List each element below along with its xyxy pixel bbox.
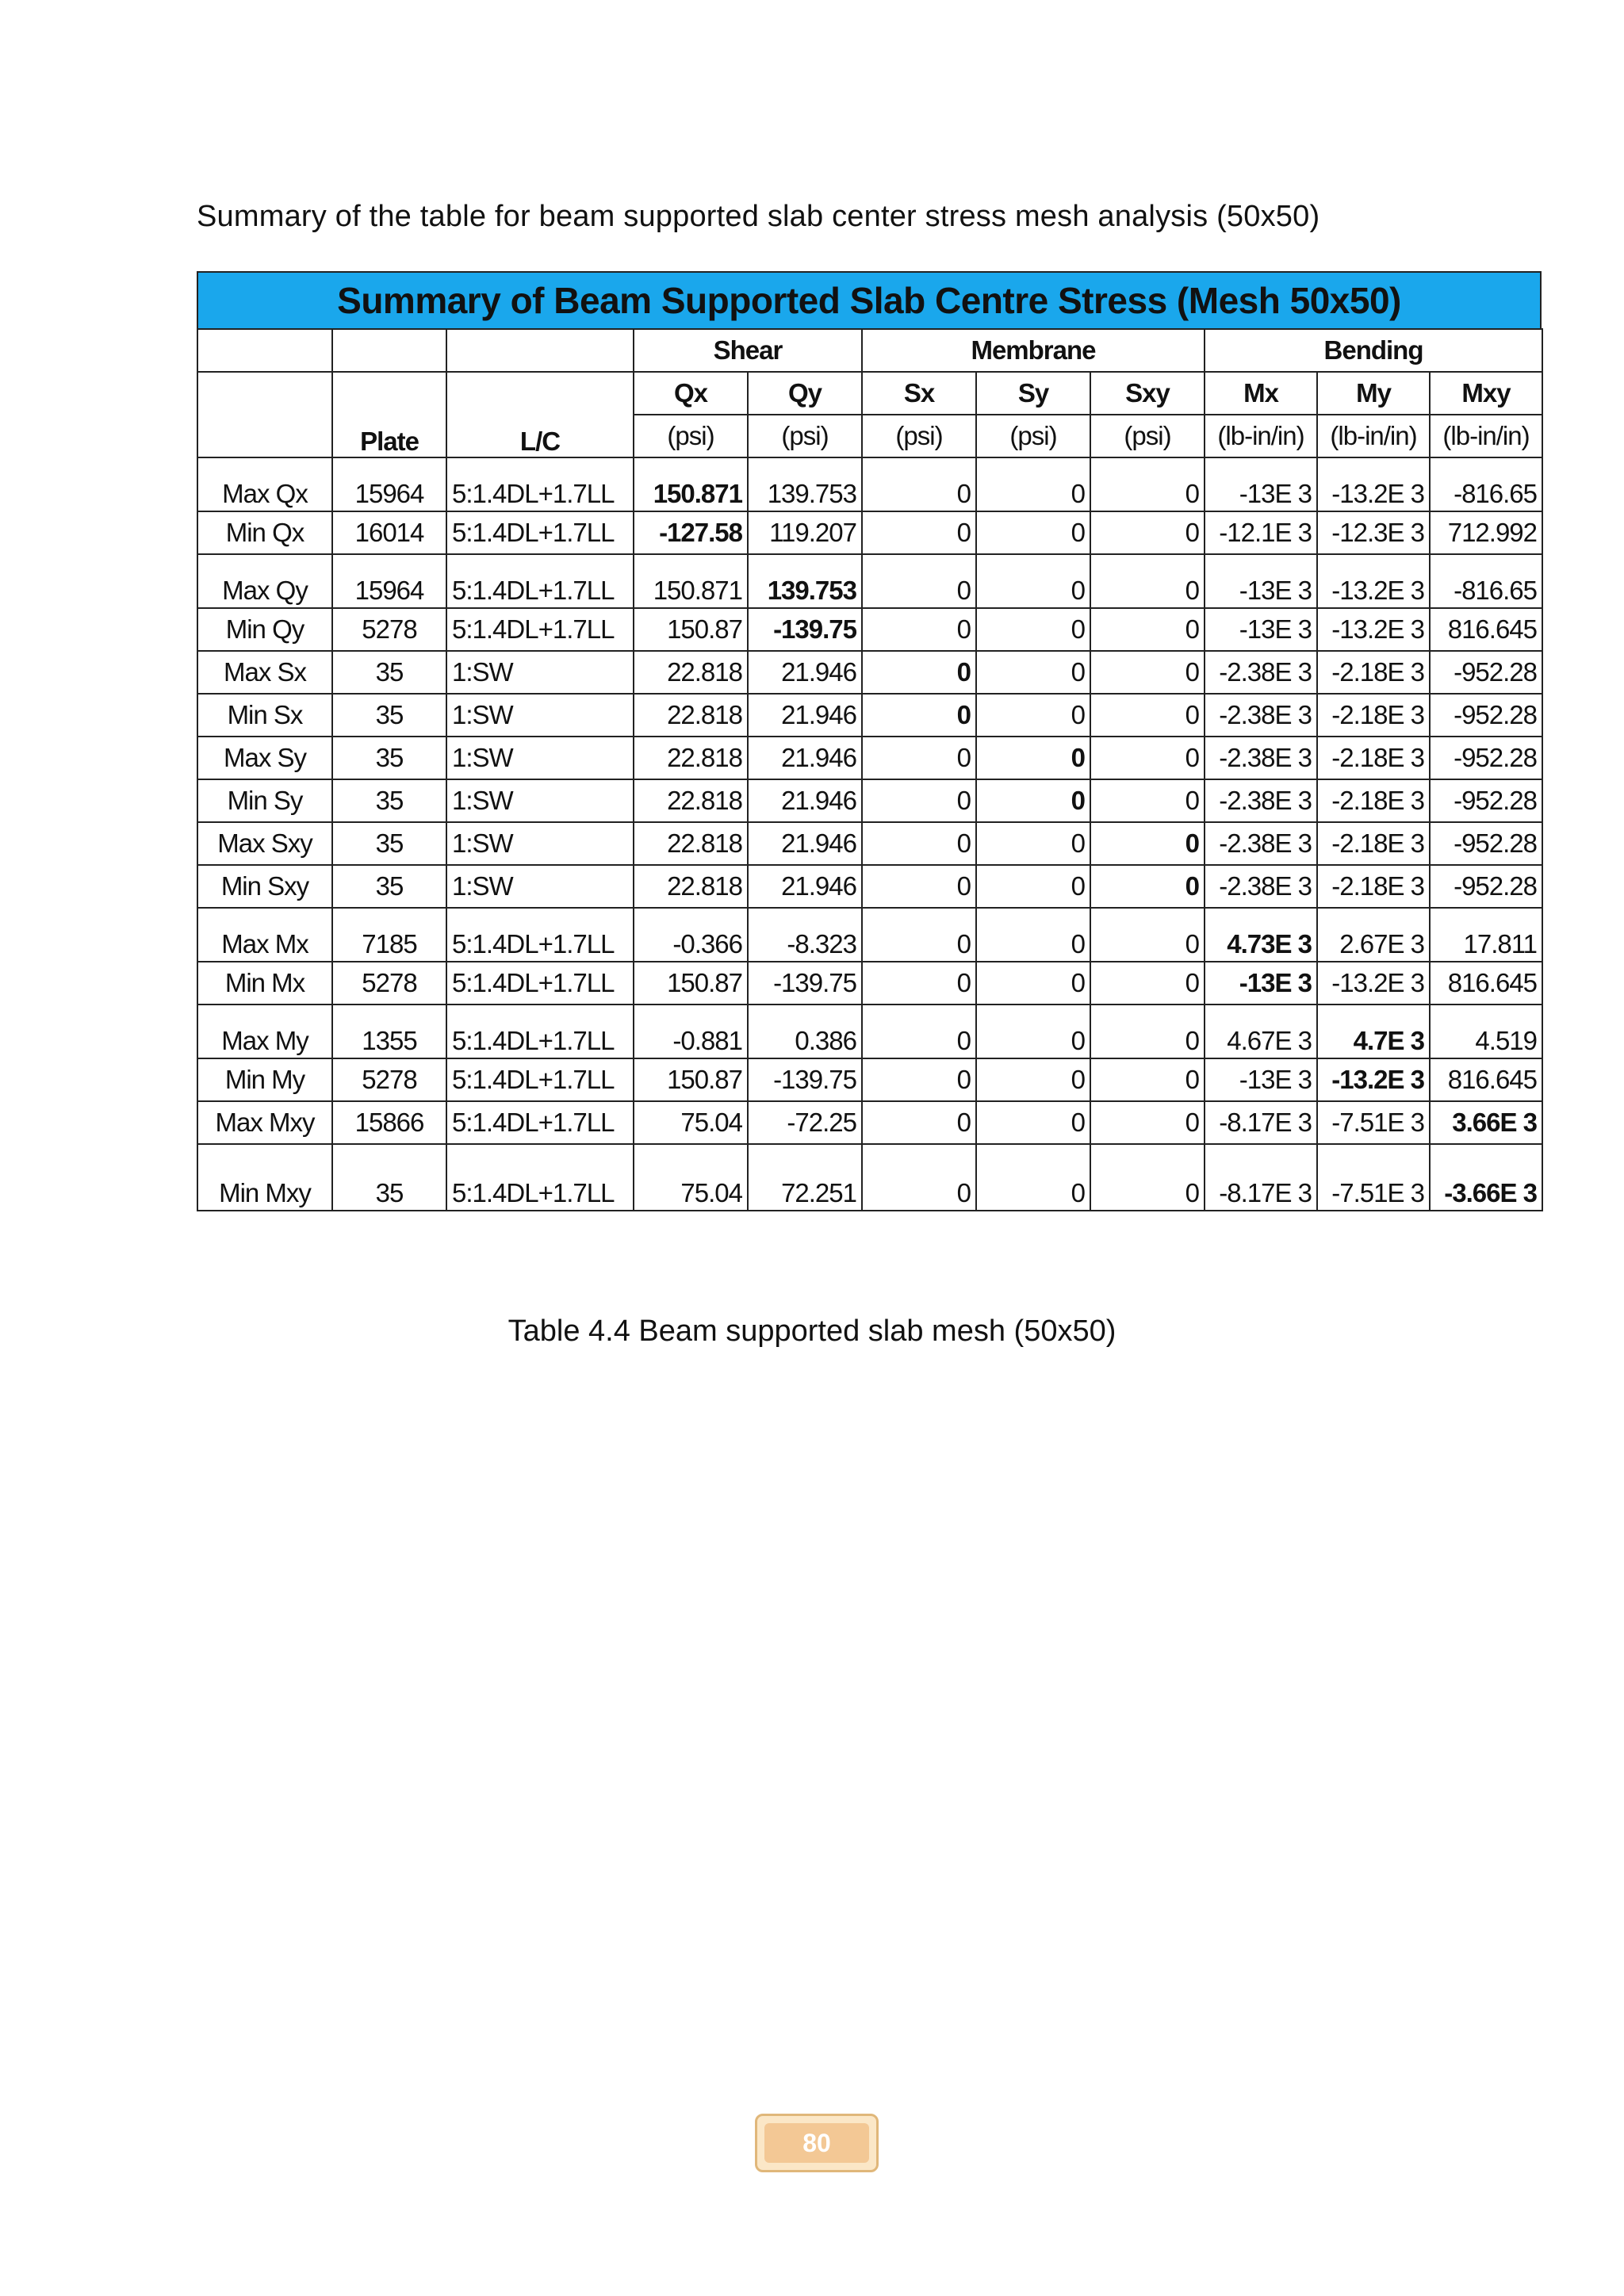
cell-sxy: 0 (1090, 651, 1205, 694)
cell-my: -2.18E 3 (1317, 694, 1430, 737)
cell-qx: 150.871 (634, 457, 748, 511)
cell-my: -13.2E 3 (1317, 608, 1430, 651)
cell-qy: 0.386 (748, 1004, 862, 1058)
header-qy: Qy (748, 372, 862, 415)
cell-mx: -2.38E 3 (1205, 694, 1317, 737)
cell-plate: 7185 (332, 908, 446, 962)
table-row (197, 779, 1542, 822)
row-label: Max Mxy (197, 1101, 332, 1144)
cell-my: -7.51E 3 (1317, 1101, 1430, 1144)
table-row (197, 822, 1542, 865)
cell-qx: 22.818 (634, 779, 748, 822)
group-shear: Shear (634, 329, 862, 372)
cell-sy: 0 (976, 1058, 1090, 1101)
table-row (197, 1144, 1542, 1211)
cell-mx: -2.38E 3 (1205, 651, 1317, 694)
cell-qy: -72.25 (748, 1101, 862, 1144)
cell-mxy: 816.645 (1430, 962, 1542, 1004)
cell-plate: 1355 (332, 1004, 446, 1058)
cell-qx: -0.366 (634, 908, 748, 962)
header-mx: Mx (1205, 372, 1317, 415)
table-row (197, 511, 1542, 554)
cell-qy: 139.753 (748, 554, 862, 608)
cell-sy: 0 (976, 1144, 1090, 1211)
cell-mxy: -952.28 (1430, 865, 1542, 908)
row-label: Min My (197, 1058, 332, 1101)
cell-my: -12.3E 3 (1317, 511, 1430, 554)
cell-qx: 22.818 (634, 822, 748, 865)
table-caption: Table 4.4 Beam supported slab mesh (50x50) (508, 1314, 1116, 1348)
header-sxy: Sxy (1090, 372, 1205, 415)
cell-mx: -2.38E 3 (1205, 822, 1317, 865)
cell-qy: 72.251 (748, 1144, 862, 1211)
cell-lc: 5:1.4DL+1.7LL (446, 1101, 634, 1144)
cell-my: -2.18E 3 (1317, 865, 1430, 908)
cell-lc: 1:SW (446, 651, 634, 694)
cell-lc: 5:1.4DL+1.7LL (446, 962, 634, 1004)
cell-mxy: -816.65 (1430, 554, 1542, 608)
cell-qy: 21.946 (748, 865, 862, 908)
cell-sx: 0 (862, 511, 976, 554)
cell-plate: 35 (332, 822, 446, 865)
header-my: My (1317, 372, 1430, 415)
cell-plate: 5278 (332, 608, 446, 651)
cell-mx: -13E 3 (1205, 457, 1317, 511)
cell-sx: 0 (862, 457, 976, 511)
cell-qy: -139.75 (748, 608, 862, 651)
cell-sx: 0 (862, 1144, 976, 1211)
summary-table (197, 271, 1542, 1211)
cell-qx: 22.818 (634, 737, 748, 779)
cell-my: 2.67E 3 (1317, 908, 1430, 962)
cell-lc: 1:SW (446, 737, 634, 779)
cell-sy: 0 (976, 822, 1090, 865)
row-label: Max Sx (197, 651, 332, 694)
table-row (197, 737, 1542, 779)
cell-sxy: 0 (1090, 1058, 1205, 1101)
cell-mxy: -952.28 (1430, 694, 1542, 737)
cell-lc: 5:1.4DL+1.7LL (446, 1058, 634, 1101)
cell-mxy: 4.519 (1430, 1004, 1542, 1058)
cell-sxy: 0 (1090, 779, 1205, 822)
unit-qy: (psi) (748, 415, 862, 457)
unit-mx: (lb-in/in) (1205, 415, 1317, 457)
cell-plate: 35 (332, 779, 446, 822)
cell-lc: 5:1.4DL+1.7LL (446, 457, 634, 511)
unit-my: (lb-in/in) (1317, 415, 1430, 457)
cell-sx: 0 (862, 865, 976, 908)
cell-sy: 0 (976, 908, 1090, 962)
row-label: Min Qx (197, 511, 332, 554)
cell-sx: 0 (862, 908, 976, 962)
cell-sxy: 0 (1090, 1004, 1205, 1058)
group-bending: Bending (1205, 329, 1542, 372)
row-label: Max Qx (197, 457, 332, 511)
cell-mx: -2.38E 3 (1205, 865, 1317, 908)
cell-sxy: 0 (1090, 908, 1205, 962)
cell-sx: 0 (862, 694, 976, 737)
unit-mxy: (lb-in/in) (1430, 415, 1542, 457)
cell-sy: 0 (976, 1004, 1090, 1058)
cell-plate: 5278 (332, 1058, 446, 1101)
cell-sx: 0 (862, 554, 976, 608)
cell-mxy: -952.28 (1430, 822, 1542, 865)
cell-lc: 1:SW (446, 822, 634, 865)
cell-sxy: 0 (1090, 962, 1205, 1004)
cell-qx: 22.818 (634, 865, 748, 908)
cell-mx: -8.17E 3 (1205, 1144, 1317, 1211)
cell-my: -7.51E 3 (1317, 1144, 1430, 1211)
cell-sxy: 0 (1090, 1144, 1205, 1211)
cell-qx: 150.87 (634, 1058, 748, 1101)
table-row (197, 865, 1542, 908)
header-lc: L/C (446, 372, 634, 457)
cell-my: -13.2E 3 (1317, 1058, 1430, 1101)
cell-lc: 5:1.4DL+1.7LL (446, 554, 634, 608)
cell-sx: 0 (862, 822, 976, 865)
cell-my: 4.7E 3 (1317, 1004, 1430, 1058)
cell-sxy: 0 (1090, 737, 1205, 779)
cell-mxy: -952.28 (1430, 779, 1542, 822)
cell-sy: 0 (976, 608, 1090, 651)
cell-qy: -139.75 (748, 962, 862, 1004)
cell-qy: 21.946 (748, 822, 862, 865)
row-label: Max Sxy (197, 822, 332, 865)
cell-sy: 0 (976, 511, 1090, 554)
cell-sy: 0 (976, 737, 1090, 779)
stress-table (197, 328, 1543, 1211)
cell-qx: 22.818 (634, 651, 748, 694)
cell-qy: 21.946 (748, 694, 862, 737)
cell-lc: 1:SW (446, 865, 634, 908)
row-label: Max My (197, 1004, 332, 1058)
cell-mxy: -816.65 (1430, 457, 1542, 511)
cell-sx: 0 (862, 962, 976, 1004)
cell-my: -13.2E 3 (1317, 554, 1430, 608)
intro-text: Summary of the table for beam supported slab center stress mesh analysis (50x50) (197, 200, 1320, 233)
cell-my: -2.18E 3 (1317, 737, 1430, 779)
cell-mx: -8.17E 3 (1205, 1101, 1317, 1144)
cell-lc: 5:1.4DL+1.7LL (446, 1004, 634, 1058)
cell-sxy: 0 (1090, 865, 1205, 908)
page-number-box (755, 2114, 879, 2172)
cell-qx: 75.04 (634, 1144, 748, 1211)
cell-sxy: 0 (1090, 608, 1205, 651)
row-label: Max Sy (197, 737, 332, 779)
cell-my: -2.18E 3 (1317, 822, 1430, 865)
cell-plate: 35 (332, 694, 446, 737)
row-label: Min Qy (197, 608, 332, 651)
cell-mx: -13E 3 (1205, 1058, 1317, 1101)
cell-sxy: 0 (1090, 554, 1205, 608)
page-number: 80 (764, 2123, 869, 2163)
cell-mxy: 712.992 (1430, 511, 1542, 554)
cell-lc: 5:1.4DL+1.7LL (446, 608, 634, 651)
row-label: Min Sxy (197, 865, 332, 908)
group-header-row (197, 329, 1542, 372)
cell-qx: 75.04 (634, 1101, 748, 1144)
header-qx: Qx (634, 372, 748, 415)
group-membrane: Membrane (862, 329, 1205, 372)
cell-sx: 0 (862, 1101, 976, 1144)
cell-plate: 5278 (332, 962, 446, 1004)
cell-mxy: 816.645 (1430, 608, 1542, 651)
unit-sy: (psi) (976, 415, 1090, 457)
cell-sxy: 0 (1090, 822, 1205, 865)
row-label: Min Mxy (197, 1144, 332, 1211)
table-title: Summary of Beam Supported Slab Centre Stress (Mesh 50x50) (197, 271, 1542, 328)
cell-qy: 21.946 (748, 737, 862, 779)
cell-plate: 35 (332, 651, 446, 694)
cell-my: -2.18E 3 (1317, 779, 1430, 822)
cell-mx: 4.73E 3 (1205, 908, 1317, 962)
table-row (197, 651, 1542, 694)
cell-plate: 35 (332, 737, 446, 779)
cell-sx: 0 (862, 651, 976, 694)
cell-sx: 0 (862, 737, 976, 779)
cell-sxy: 0 (1090, 1101, 1205, 1144)
cell-lc: 1:SW (446, 779, 634, 822)
header-sy: Sy (976, 372, 1090, 415)
cell-sx: 0 (862, 779, 976, 822)
cell-mx: -12.1E 3 (1205, 511, 1317, 554)
cell-sx: 0 (862, 1058, 976, 1101)
row-label: Min Mx (197, 962, 332, 1004)
cell-sy: 0 (976, 1101, 1090, 1144)
table-row (197, 694, 1542, 737)
cell-my: -2.18E 3 (1317, 651, 1430, 694)
table-row (197, 457, 1542, 511)
cell-mx: -13E 3 (1205, 962, 1317, 1004)
cell-qx: -0.881 (634, 1004, 748, 1058)
cell-qy: -8.323 (748, 908, 862, 962)
cell-qy: 21.946 (748, 779, 862, 822)
table-row (197, 554, 1542, 608)
cell-mx: -13E 3 (1205, 608, 1317, 651)
cell-mxy: 17.811 (1430, 908, 1542, 962)
table-row (197, 1004, 1542, 1058)
cell-plate: 15964 (332, 457, 446, 511)
cell-sy: 0 (976, 865, 1090, 908)
header-plate: Plate (332, 372, 446, 457)
unit-qx: (psi) (634, 415, 748, 457)
cell-mxy: -952.28 (1430, 651, 1542, 694)
row-label: Max Mx (197, 908, 332, 962)
cell-sy: 0 (976, 457, 1090, 511)
cell-lc: 5:1.4DL+1.7LL (446, 1144, 634, 1211)
unit-sxy: (psi) (1090, 415, 1205, 457)
cell-mxy: -3.66E 3 (1430, 1144, 1542, 1211)
cell-lc: 5:1.4DL+1.7LL (446, 511, 634, 554)
cell-sxy: 0 (1090, 511, 1205, 554)
cell-qx: 150.87 (634, 962, 748, 1004)
table-row (197, 908, 1542, 962)
cell-sy: 0 (976, 651, 1090, 694)
cell-mxy: -952.28 (1430, 737, 1542, 779)
table-body (197, 457, 1542, 1211)
cell-mxy: 3.66E 3 (1430, 1101, 1542, 1144)
cell-mx: 4.67E 3 (1205, 1004, 1317, 1058)
cell-sx: 0 (862, 1004, 976, 1058)
cell-qx: -127.58 (634, 511, 748, 554)
cell-qy: 139.753 (748, 457, 862, 511)
cell-qx: 22.818 (634, 694, 748, 737)
table-row (197, 962, 1542, 1004)
header-sx: Sx (862, 372, 976, 415)
cell-qy: -139.75 (748, 1058, 862, 1101)
cell-plate: 15866 (332, 1101, 446, 1144)
cell-mx: -13E 3 (1205, 554, 1317, 608)
cell-qy: 119.207 (748, 511, 862, 554)
unit-sx: (psi) (862, 415, 976, 457)
cell-mx: -2.38E 3 (1205, 779, 1317, 822)
row-label: Min Sy (197, 779, 332, 822)
cell-qy: 21.946 (748, 651, 862, 694)
table-row (197, 1101, 1542, 1144)
cell-lc: 1:SW (446, 694, 634, 737)
cell-lc: 5:1.4DL+1.7LL (446, 908, 634, 962)
cell-mx: -2.38E 3 (1205, 737, 1317, 779)
cell-sxy: 0 (1090, 457, 1205, 511)
header-mxy: Mxy (1430, 372, 1542, 415)
column-header-row (197, 372, 1542, 415)
row-label: Max Qy (197, 554, 332, 608)
table-row (197, 608, 1542, 651)
cell-plate: 15964 (332, 554, 446, 608)
cell-plate: 16014 (332, 511, 446, 554)
row-label: Min Sx (197, 694, 332, 737)
table-row (197, 1058, 1542, 1101)
cell-plate: 35 (332, 1144, 446, 1211)
cell-my: -13.2E 3 (1317, 457, 1430, 511)
cell-my: -13.2E 3 (1317, 962, 1430, 1004)
cell-sy: 0 (976, 779, 1090, 822)
cell-sxy: 0 (1090, 694, 1205, 737)
cell-plate: 35 (332, 865, 446, 908)
cell-sx: 0 (862, 608, 976, 651)
cell-sy: 0 (976, 554, 1090, 608)
cell-mxy: 816.645 (1430, 1058, 1542, 1101)
cell-qx: 150.87 (634, 608, 748, 651)
cell-qx: 150.871 (634, 554, 748, 608)
cell-sy: 0 (976, 962, 1090, 1004)
cell-sy: 0 (976, 694, 1090, 737)
